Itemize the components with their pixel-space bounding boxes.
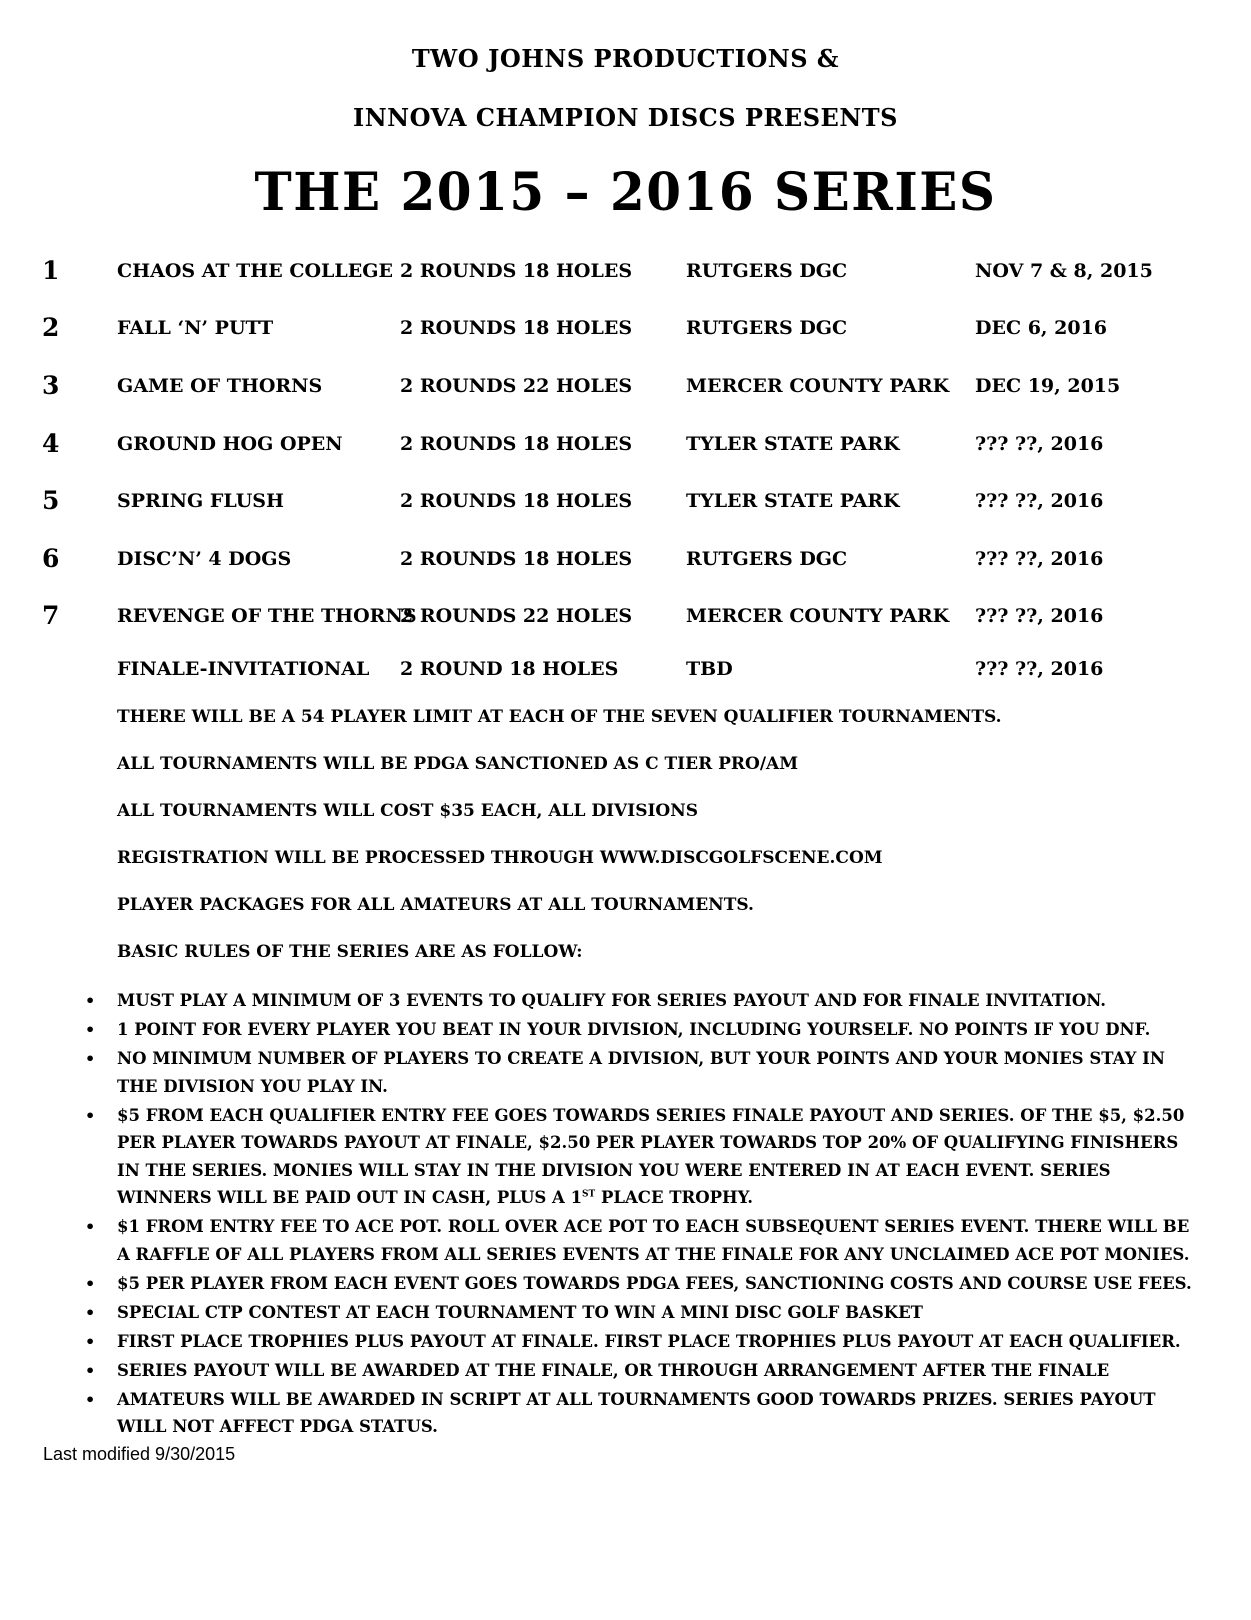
bullet-icon: • <box>85 1273 96 1293</box>
event-name: REVENGE OF THE THORNS <box>117 605 417 627</box>
event-format: 2 ROUNDS 18 HOLES <box>400 260 633 282</box>
event-number: 2 <box>42 313 60 342</box>
rule-text: NO MINIMUM NUMBER OF PLAYERS TO CREATE A DIVISION, BUT YOUR POINTS AND YOUR MONIES STAY IN THE DIVISION YOU PLAY IN. <box>117 1049 1165 1096</box>
event-date: NOV 7 & 8, 2015 <box>975 260 1153 282</box>
event-row <box>0 544 1251 578</box>
event-format: 2 ROUNDS 22 HOLES <box>400 605 633 627</box>
event-format: 2 ROUND 18 HOLES <box>400 658 619 680</box>
rule-text: AMATEURS WILL BE AWARDED IN SCRIPT AT ALL TOURNAMENTS GOOD TOWARDS PRIZES. SERIES PAYOUT WILL NOT AFFECT PDGA STATUS. <box>117 1389 1156 1436</box>
event-number: 5 <box>42 486 60 515</box>
event-row <box>0 429 1251 463</box>
event-row-finale <box>0 658 1251 688</box>
event-date: ??? ??, 2016 <box>975 605 1104 627</box>
event-date: ??? ??, 2016 <box>975 490 1104 512</box>
event-format: 2 ROUNDS 18 HOLES <box>400 433 633 455</box>
event-venue: MERCER COUNTY PARK <box>686 375 950 397</box>
rule-item <box>85 1299 1197 1327</box>
event-name: SPRING FLUSH <box>117 490 284 512</box>
note-registration: REGISTRATION WILL BE PROCESSED THROUGH WWW.DISCGOLFSCENE.COM <box>117 848 883 868</box>
rule-text: 1 POINT FOR EVERY PLAYER YOU BEAT IN YOUR DIVISION, INCLUDING YOURSELF. NO POINTS IF YOU DNF. <box>117 1020 1151 1039</box>
rule-item <box>85 1016 1197 1044</box>
rule-item <box>85 1386 1197 1441</box>
bullet-icon: • <box>85 1389 96 1409</box>
event-format: 2 ROUNDS 18 HOLES <box>400 317 633 339</box>
event-name: GROUND HOG OPEN <box>117 433 343 455</box>
bullet-icon: • <box>85 1020 96 1039</box>
note-player-limit: THERE WILL BE A 54 PLAYER LIMIT AT EACH OF THE SEVEN QUALIFIER TOURNAMENTS. <box>117 707 1002 727</box>
event-venue: TYLER STATE PARK <box>686 433 900 455</box>
bullet-icon: • <box>85 1302 96 1322</box>
event-number: 4 <box>42 429 60 458</box>
rule-text: MUST PLAY A MINIMUM OF 3 EVENTS TO QUALIFY FOR SERIES PAYOUT AND FOR FINALE INVITATION. <box>117 991 1107 1010</box>
event-format: 2 ROUNDS 18 HOLES <box>400 548 633 570</box>
last-modified: Last modified 9/30/2015 <box>43 1444 236 1464</box>
event-venue: MERCER COUNTY PARK <box>686 605 950 627</box>
event-name: FALL ‘N’ PUTT <box>117 317 274 339</box>
note-cost: ALL TOURNAMENTS WILL COST $35 EACH, ALL DIVISIONS <box>117 801 699 821</box>
rule-text: SERIES PAYOUT WILL BE AWARDED AT THE FINALE, OR THROUGH ARRANGEMENT AFTER THE FINALE <box>117 1360 1110 1380</box>
bullet-icon: • <box>85 1049 96 1068</box>
event-number: 6 <box>42 544 60 573</box>
event-row <box>0 486 1251 520</box>
ordinal-suffix: ST <box>582 1189 596 1200</box>
rule-item <box>85 1213 1197 1268</box>
rule-text-end: PLACE TROPHY. <box>595 1188 754 1207</box>
rule-item <box>85 1102 1197 1212</box>
event-venue: TBD <box>686 658 733 680</box>
event-venue: TYLER STATE PARK <box>686 490 900 512</box>
event-venue: RUTGERS DGC <box>686 260 848 282</box>
event-row <box>0 371 1251 405</box>
event-name: FINALE-INVITATIONAL <box>117 658 370 680</box>
event-row <box>0 256 1251 290</box>
presenter-line-2: INNOVA CHAMPION DISCS PRESENTS <box>353 103 898 132</box>
bullet-icon: • <box>85 1105 96 1125</box>
event-name: GAME OF THORNS <box>117 375 323 397</box>
rules-heading: BASIC RULES OF THE SERIES ARE AS FOLLOW: <box>117 942 583 962</box>
bullet-icon: • <box>85 991 96 1010</box>
event-date: DEC 6, 2016 <box>975 317 1108 339</box>
rule-item <box>85 1045 1197 1100</box>
event-date: ??? ??, 2016 <box>975 658 1104 680</box>
event-date: ??? ??, 2016 <box>975 433 1104 455</box>
event-row <box>0 601 1251 635</box>
rule-text: SPECIAL CTP CONTEST AT EACH TOURNAMENT TO WIN A MINI DISC GOLF BASKET <box>117 1302 923 1322</box>
rule-text: $1 FROM ENTRY FEE TO ACE POT. ROLL OVER ACE POT TO EACH SUBSEQUENT SERIES EVENT. THERE WILL BE A RAFFLE OF ALL PLAYERS FROM ALL SERIES EVENTS AT THE FINALE FOR ANY UNCLAIMED ACE POT MONIES. <box>117 1217 1190 1264</box>
rule-text: $5 PER PLAYER FROM EACH EVENT GOES TOWARDS PDGA FEES, SANCTIONING COSTS AND COURSE USE FEES. <box>117 1273 1192 1293</box>
presenter-line-1: TWO JOHNS PRODUCTIONS & <box>411 44 840 73</box>
event-venue: RUTGERS DGC <box>686 317 848 339</box>
bullet-icon: • <box>85 1217 96 1236</box>
note-player-packages: PLAYER PACKAGES FOR ALL AMATEURS AT ALL TOURNAMENTS. <box>117 895 754 915</box>
event-row <box>0 313 1251 347</box>
rule-item <box>85 987 1197 1015</box>
event-date: ??? ??, 2016 <box>975 548 1104 570</box>
rule-text: FIRST PLACE TROPHIES PLUS PAYOUT AT FINALE. FIRST PLACE TROPHIES PLUS PAYOUT AT EACH QUALIFIER. <box>117 1331 1181 1351</box>
bullet-icon: • <box>85 1360 96 1380</box>
rule-item <box>85 1357 1197 1385</box>
note-sanction: ALL TOURNAMENTS WILL BE PDGA SANCTIONED AS C TIER PRO/AM <box>117 754 799 774</box>
event-number: 7 <box>42 601 60 630</box>
rule-item <box>85 1328 1197 1356</box>
event-number: 1 <box>42 256 60 285</box>
page-title: THE 2015 – 2016 SERIES <box>254 160 997 223</box>
event-name: DISC’N’ 4 DOGS <box>117 548 292 570</box>
event-name: CHAOS AT THE COLLEGE <box>117 260 393 282</box>
rule-item <box>85 1270 1197 1298</box>
event-date: DEC 19, 2015 <box>975 375 1121 397</box>
event-number: 3 <box>42 371 60 400</box>
event-format: 2 ROUNDS 18 HOLES <box>400 490 633 512</box>
rules-list <box>0 987 1251 1442</box>
rule-text: $5 FROM EACH QUALIFIER ENTRY FEE GOES TOWARDS SERIES FINALE PAYOUT AND SERIES. OF THE $5, $2.50 PER PLAYER TOWARDS PAYOUT AT FINALE, $2.50 PER PLAYER TOWARDS TOP 20% OF QUALIFYING FINISHERS IN THE SERIES. MONIES WILL STAY IN THE DIVISION YOU WERE ENTERED IN AT EACH EVENT. SERIES WINNERS WILL BE PAID OUT IN CASH, PLUS A 1 <box>117 1105 1185 1207</box>
event-format: 2 ROUNDS 22 HOLES <box>400 375 633 397</box>
event-venue: RUTGERS DGC <box>686 548 848 570</box>
bullet-icon: • <box>85 1331 96 1351</box>
